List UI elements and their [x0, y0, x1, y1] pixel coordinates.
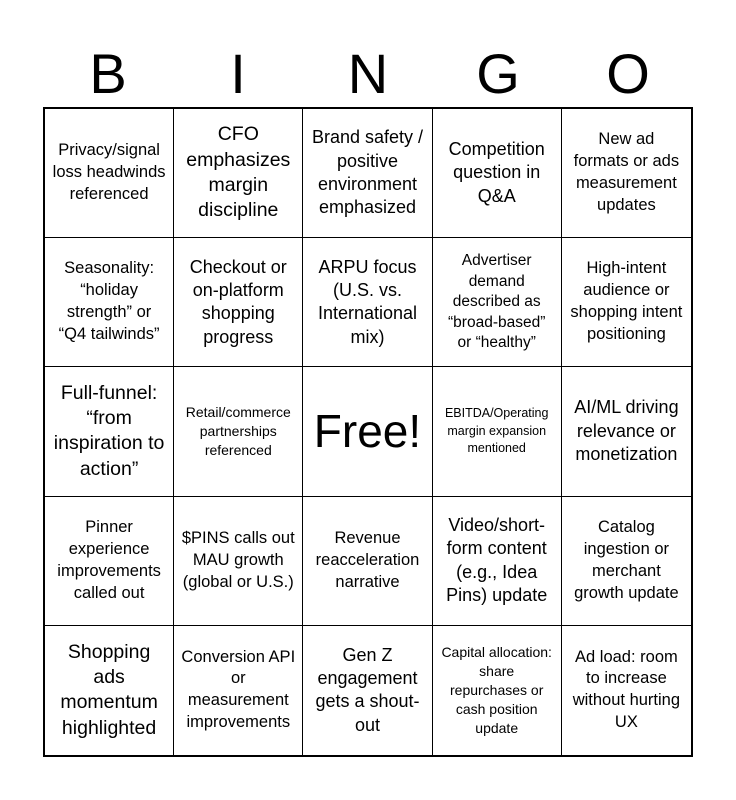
bingo-cell[interactable]: [174, 497, 303, 626]
header-letter-g: G: [476, 42, 520, 105]
header-letter-b: B: [89, 42, 127, 105]
cell-label: Ad load: room to increase without hurting UX: [572, 647, 681, 732]
bingo-cell[interactable]: [562, 626, 691, 755]
cell-label: AI/ML driving relevance or monetization: [574, 397, 679, 465]
bingo-cell[interactable]: [433, 626, 562, 755]
cell-label: High-intent audience or shopping intent positioning: [570, 259, 683, 344]
bingo-cell[interactable]: [433, 367, 562, 496]
bingo-cell[interactable]: [433, 109, 562, 238]
bingo-cell[interactable]: [45, 497, 174, 626]
cell-label: Advertiser demand described as “broad-based” or “healthy”: [448, 252, 546, 351]
bingo-cell[interactable]: [174, 109, 303, 238]
cell-label: New ad formats or ads measurement updates: [573, 130, 680, 215]
header-letter-o: O: [606, 42, 650, 105]
cell-label: Retail/commerce partnerships referenced: [185, 404, 291, 458]
cell-label: Brand safety / positive environment emphasized: [311, 127, 424, 218]
cell-label: CFO emphasizes margin discipline: [186, 123, 291, 222]
bingo-cell[interactable]: [303, 238, 432, 367]
bingo-cell[interactable]: [433, 497, 562, 626]
cell-label: Privacy/signal loss headwinds referenced: [52, 141, 166, 204]
bingo-cell[interactable]: [45, 367, 174, 496]
bingo-cell[interactable]: [433, 238, 562, 367]
cell-label: ARPU focus (U.S. vs. International mix): [317, 256, 418, 347]
bingo-board: [43, 107, 693, 757]
cell-label: Competition question in Q&A: [448, 139, 545, 206]
bingo-cell[interactable]: [303, 497, 432, 626]
bingo-cell[interactable]: [303, 109, 432, 238]
cell-label: Seasonality: “holiday strength” or “Q4 tailwinds”: [58, 259, 160, 344]
cell-label: Pinner experience improvements called out: [57, 517, 161, 602]
bingo-cell[interactable]: [45, 109, 174, 238]
header-letter-i: I: [230, 42, 246, 105]
bingo-cell[interactable]: [562, 497, 691, 626]
cell-label: Catalog ingestion or merchant growth update: [574, 517, 679, 602]
bingo-cell[interactable]: [45, 238, 174, 367]
cell-label: $PINS calls out MAU growth (global or U.S.): [181, 528, 295, 591]
cell-label: Conversion API or measurement improvements: [181, 647, 296, 732]
bingo-cell[interactable]: [174, 626, 303, 755]
bingo-header: [43, 42, 693, 106]
bingo-cell[interactable]: [174, 238, 303, 367]
cell-label: Full-funnel: “from inspiration to action”: [53, 381, 165, 480]
bingo-cell[interactable]: [562, 109, 691, 238]
free-space-label: Free!: [313, 405, 422, 458]
bingo-cell[interactable]: [303, 626, 432, 755]
cell-label: EBITDA/Operating margin expansion mentioned: [444, 405, 549, 456]
bingo-cell[interactable]: [174, 367, 303, 496]
cell-label: Revenue reacceleration narrative: [315, 528, 420, 591]
cell-label: Checkout or on-platform shopping progress: [189, 256, 287, 347]
cell-label: Gen Z engagement gets a shout-out: [315, 644, 420, 735]
free-space-cell[interactable]: [303, 367, 432, 496]
bingo-cell[interactable]: [45, 626, 174, 755]
cell-label: Video/short-form content (e.g., Idea Pins) update: [446, 514, 548, 606]
bingo-cell[interactable]: [562, 238, 691, 367]
cell-label: Shopping ads momentum highlighted: [60, 640, 158, 739]
cell-label: Capital allocation: share repurchases or cash position update: [441, 644, 552, 736]
header-letter-n: N: [347, 42, 389, 105]
bingo-cell[interactable]: [562, 367, 691, 496]
